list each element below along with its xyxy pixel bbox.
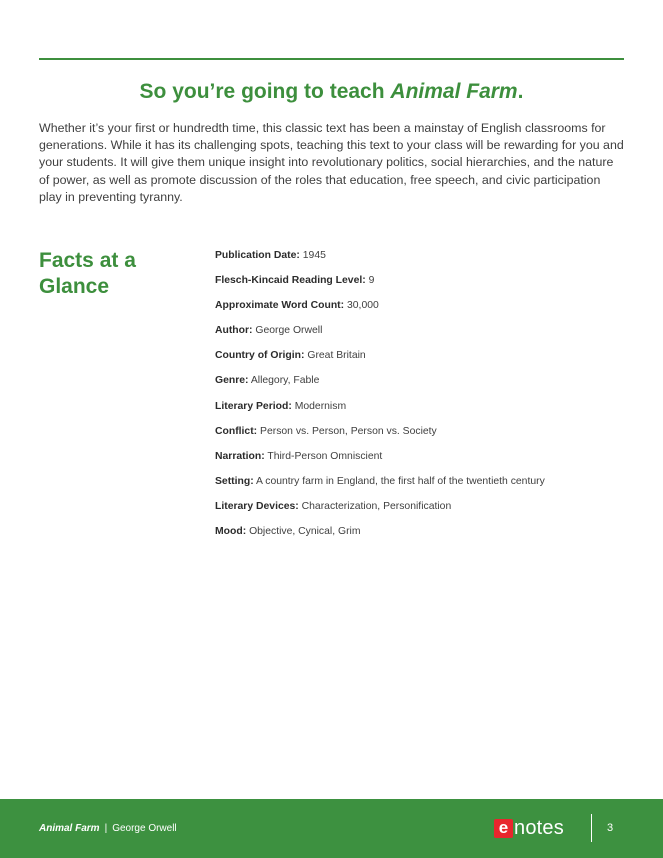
title-suffix: . (517, 80, 524, 103)
title-book: Animal Farm (390, 80, 518, 103)
fact-setting (215, 475, 635, 500)
fact-label: Literary Period: (215, 400, 292, 412)
fact-label: Literary Devices: (215, 500, 299, 512)
enotes-logo (494, 817, 564, 839)
page-number: 3 (607, 822, 614, 834)
title-prefix: So you’re going to teach (139, 80, 391, 103)
page-title (39, 80, 624, 104)
enotes-e-icon: e (494, 819, 513, 838)
fact-publication-date (215, 249, 635, 274)
footer-author: George Orwell (112, 823, 177, 834)
fact-reading-level (215, 274, 635, 299)
fact-conflict (215, 425, 635, 450)
fact-mood (215, 525, 635, 550)
fact-value: George Orwell (255, 325, 323, 337)
fact-value: A country farm in England, the first half of the twentieth century (256, 475, 545, 487)
fact-value: Third-Person Omniscient (267, 450, 383, 462)
fact-country (215, 349, 635, 374)
fact-genre (215, 374, 635, 399)
top-rule (39, 58, 624, 60)
fact-label: Genre: (215, 375, 249, 387)
fact-label: Publication Date: (215, 250, 300, 261)
footer-book-info (39, 823, 177, 834)
fact-author (215, 324, 635, 349)
fact-value: Great Britain (307, 350, 366, 362)
fact-label: Mood: (215, 526, 247, 538)
enotes-wordmark: notes (514, 816, 564, 839)
fact-label: Author: (215, 325, 253, 337)
footer-separator: | (104, 823, 108, 834)
footer-divider (591, 814, 592, 842)
fact-value: Person vs. Person, Person vs. Society (260, 425, 437, 437)
fact-literary-devices (215, 500, 635, 525)
fact-label: Approximate Word Count: (215, 300, 345, 312)
fact-literary-period (215, 400, 635, 425)
facts-list (215, 249, 635, 550)
fact-value: Characterization, Personification (301, 500, 452, 512)
fact-value: 30,000 (347, 300, 379, 312)
footer-book-title: Animal Farm (39, 823, 100, 834)
fact-label: Country of Origin: (215, 350, 305, 362)
intro-paragraph: Whether it’s your first or hundredth time, this classic text has been a mainstay of English classrooms for generations. While it has its challenging spots, teaching this text to your class will be rewarding for you and your students. It will give them unique insight into revolutionary politics, social hierarchies, and the nature of power, as well as promote discussion of the roles that education, free speech, and civic participation play in preventing tyranny. (39, 121, 624, 204)
fact-label: Flesch-Kincaid Reading Level: (215, 275, 366, 287)
fact-value: Modernism (294, 400, 347, 412)
fact-label: Setting: (215, 475, 254, 487)
fact-value: Allegory, Fable (250, 375, 320, 387)
fact-value: Objective, Cynical, Grim (249, 526, 361, 538)
fact-value: 1945 (302, 250, 326, 261)
fact-word-count (215, 299, 635, 324)
fact-value: 9 (368, 275, 375, 287)
page-footer (0, 799, 663, 858)
fact-narration (215, 450, 635, 475)
facts-heading: Facts at a Glance (39, 249, 136, 298)
fact-label: Narration: (215, 450, 265, 462)
fact-label: Conflict: (215, 425, 258, 437)
